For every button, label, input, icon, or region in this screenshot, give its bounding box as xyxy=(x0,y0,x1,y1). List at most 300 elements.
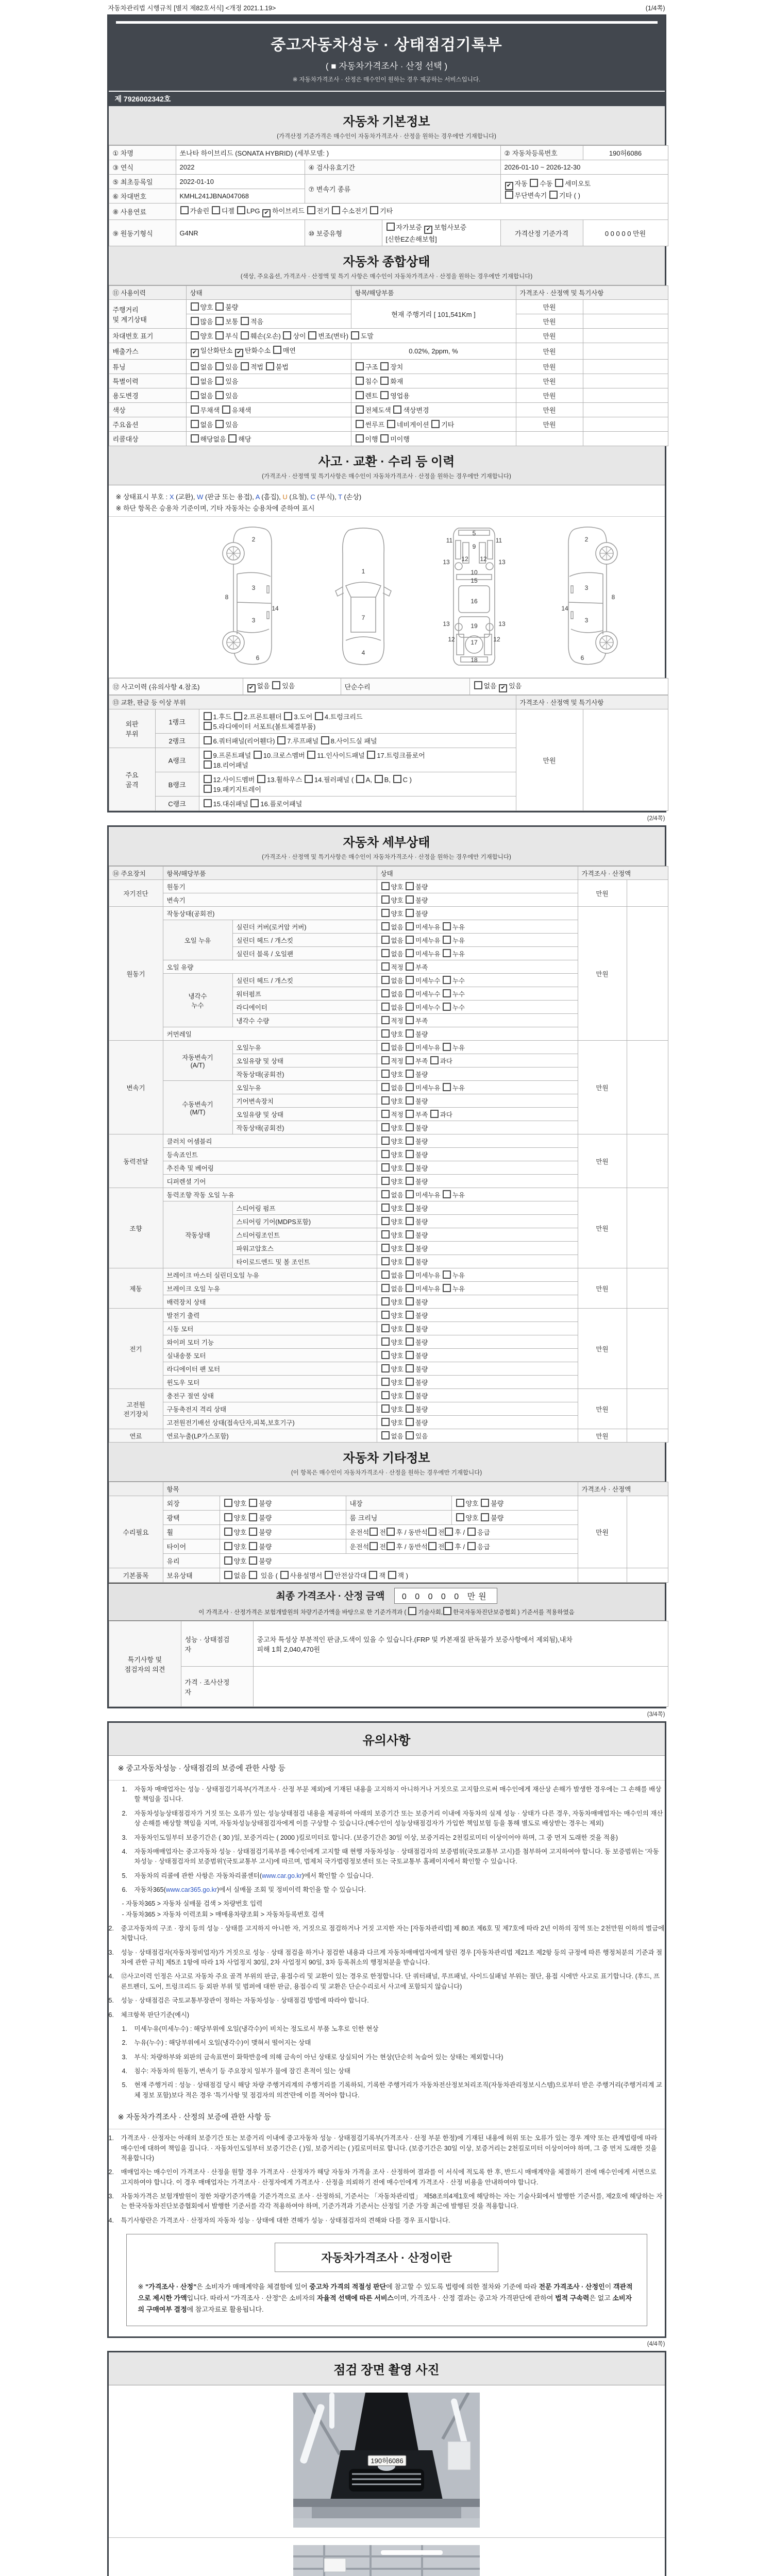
checkbox-unchecked[interactable] xyxy=(381,1364,390,1372)
checkbox-unchecked[interactable] xyxy=(283,331,291,340)
checkbox-unchecked[interactable] xyxy=(406,1123,414,1131)
note-text: 가격조사 · 산정자는 아래의 보증기간 또는 보증거리 이내에 중고자동차 성능 · 상태점검기록부(가격조사 · 산정 부분 한정)에 기재된 내용에 허위 또는 오류가 있는 경우 계약 또는 관계법령에 따라 매수인에 대하여 책임을 집니다. · 자동차인도일부터 보증기간은 ( )일, 보증거리는 ( )킬로미터로 합니다. (보증기간은 30일 이상, 보증거리는 2천킬로미터 이상이어야 하며, 그 중 먼저 도래한 것을 적용합니다) xyxy=(121,2134,658,2162)
checkbox-unchecked[interactable] xyxy=(332,206,340,214)
amount-cell: 만원 xyxy=(516,417,583,432)
checkbox-unchecked[interactable] xyxy=(249,1542,257,1550)
checkbox-unchecked[interactable] xyxy=(445,1528,453,1536)
checkbox-unchecked[interactable] xyxy=(315,712,323,720)
value-cell xyxy=(627,1496,668,1568)
checkbox-unchecked[interactable] xyxy=(191,434,199,443)
section-etc-header xyxy=(109,1443,665,1482)
checkbox-unchecked[interactable] xyxy=(406,1297,414,1306)
checkbox-checked[interactable]: ✔ xyxy=(262,209,271,217)
checkbox-unchecked[interactable] xyxy=(215,331,224,340)
checkbox-unchecked[interactable] xyxy=(406,922,414,930)
checkbox-unchecked[interactable] xyxy=(406,1391,414,1399)
checkbox-unchecked[interactable] xyxy=(234,712,242,720)
checkbox-unchecked[interactable] xyxy=(204,799,212,807)
value-cell: 침수 화재 xyxy=(351,374,516,388)
checkbox-unchecked[interactable] xyxy=(467,1528,476,1536)
checkbox-unchecked[interactable] xyxy=(272,681,280,689)
checkbox-unchecked[interactable] xyxy=(191,377,199,385)
title-stripe xyxy=(116,21,658,24)
checkbox-unchecked[interactable] xyxy=(204,712,212,720)
checkbox-unchecked[interactable] xyxy=(406,1070,414,1078)
checkbox-unchecked[interactable] xyxy=(387,420,395,428)
checkbox-unchecked[interactable] xyxy=(237,206,245,214)
checkbox-unchecked[interactable] xyxy=(381,1083,390,1091)
checkbox-unchecked[interactable] xyxy=(204,760,212,769)
final-price-bar xyxy=(109,1583,665,1621)
checkbox-unchecked[interactable] xyxy=(356,362,364,370)
checkbox-unchecked[interactable] xyxy=(406,1364,414,1372)
checkbox-unchecked[interactable] xyxy=(241,317,249,325)
value-cell: 0 0 0 0 0 만원 xyxy=(583,220,668,246)
amount-cell: 만원 xyxy=(516,374,583,388)
checkbox-unchecked[interactable] xyxy=(381,1123,390,1131)
note-text: 자동차성능상태점검자가 거짓 또는 오류가 있는 성능상태점검 내용을 제공하여 아래의 보증기간 또는 보증거리 이내에 자동차의 실제 성능 · 상태가 다른 경우, 자동차매매업자는 매수인의 재산상 손해를 배상할 책임을 지며, 자동차성능상태점검자에게 이를 구상할 수 있습니다.(매수인이 성능상태점검자가 가입한 책임보험 등을 통해 별도로 배상받는 경우는 제외) xyxy=(134,1809,663,1827)
checkbox-unchecked[interactable] xyxy=(204,722,212,730)
checkbox-unchecked[interactable] xyxy=(406,1418,414,1426)
checkbox-unchecked[interactable] xyxy=(224,1542,232,1550)
note-number: 3. xyxy=(108,2193,114,2200)
note-text: 성능 · 상태점검은 국토교통부장관이 정하는 자동차성능 · 상태점검 방법에 따라야 합니다. xyxy=(121,1997,369,2005)
checkbox-unchecked[interactable] xyxy=(249,1499,257,1507)
value-cell: 양호 불량 xyxy=(377,1349,578,1362)
checkbox-unchecked[interactable] xyxy=(381,1190,390,1198)
checkbox-checked[interactable]: ✔ xyxy=(247,684,256,692)
checkbox-unchecked[interactable] xyxy=(356,775,364,783)
amount-cell: 만원 xyxy=(516,329,583,343)
checkbox-unchecked[interactable] xyxy=(381,1043,390,1051)
checkbox-unchecked[interactable] xyxy=(241,331,249,340)
notes-section-title: ※ 중고자동차성능 · 상태점검의 보증에 관한 사항 등 xyxy=(109,1756,665,1781)
value-cell: 쏘나타 하이브리드 (SONATA HYBRID) (세부모델: ) xyxy=(176,146,500,160)
note-text: 자동차인도일부터 보증기간은 ( 30 )일, 보증거리는 ( 2000 )킬로미터로 합니다. (보증기간은 30일 이상, 보증거리는 2천킬로미터 이상이어야 하며, 그 중 먼저 도래한 것을 적용) xyxy=(134,1834,618,1841)
checkbox-unchecked[interactable] xyxy=(443,1270,451,1279)
checkbox-unchecked[interactable] xyxy=(406,949,414,957)
checkbox-unchecked[interactable] xyxy=(215,302,224,311)
panel-number-label: 15 xyxy=(470,577,478,584)
checkbox-unchecked[interactable] xyxy=(406,1150,414,1158)
value-cell: 양호 불량 xyxy=(377,1161,578,1175)
amount-cell: 만원 xyxy=(516,388,583,403)
checkbox-unchecked[interactable] xyxy=(381,1110,390,1118)
checkbox-unchecked[interactable] xyxy=(280,1571,289,1579)
checkbox-unchecked[interactable] xyxy=(443,949,451,957)
value-cell xyxy=(583,300,668,314)
checkbox-unchecked[interactable] xyxy=(406,989,414,997)
checkbox-unchecked[interactable] xyxy=(393,775,401,783)
label-cell: 라디에이터 xyxy=(232,1001,377,1014)
checkbox-unchecked[interactable] xyxy=(430,1056,439,1064)
checkbox-unchecked[interactable] xyxy=(381,1150,390,1158)
checkbox-unchecked[interactable] xyxy=(406,1083,414,1091)
checkbox-unchecked[interactable] xyxy=(380,377,389,385)
checkbox-unchecked[interactable] xyxy=(456,1499,464,1507)
checkbox-unchecked[interactable] xyxy=(406,962,414,971)
column-header: 가격조사 · 산정액 xyxy=(578,867,668,880)
checkbox-unchecked[interactable] xyxy=(406,1351,414,1359)
checkbox-unchecked[interactable] xyxy=(204,775,212,783)
note-item xyxy=(122,1809,665,1829)
checkbox-unchecked[interactable] xyxy=(430,1110,439,1118)
checkbox-unchecked[interactable] xyxy=(228,434,237,443)
checkbox-unchecked[interactable] xyxy=(204,785,212,793)
checkbox-unchecked[interactable] xyxy=(277,736,285,744)
checkbox-unchecked[interactable] xyxy=(381,1270,390,1279)
checkbox-unchecked[interactable] xyxy=(481,1513,489,1521)
label-cell: 성능 · 상태점검 자 xyxy=(181,1621,253,1667)
checkbox-unchecked[interactable] xyxy=(224,1528,232,1536)
checkbox-unchecked[interactable] xyxy=(257,775,265,783)
checkbox-unchecked[interactable] xyxy=(406,976,414,984)
panel-number-label: 2 xyxy=(584,536,589,543)
checkbox-unchecked[interactable] xyxy=(215,362,224,370)
checkbox-checked[interactable]: ✔ xyxy=(191,349,199,357)
value-cell xyxy=(578,1568,627,1583)
note-item xyxy=(122,2053,665,2062)
checkbox-unchecked[interactable] xyxy=(381,962,390,971)
value-cell xyxy=(627,1188,668,1268)
checkbox-unchecked[interactable] xyxy=(406,1378,414,1386)
value-cell: 적정 부족 xyxy=(377,1014,578,1027)
amount-cell: 만원 xyxy=(578,1134,627,1188)
note-text: 자동차의 리콜에 관한 사항은 자동차리콜센터(www.car.go.kr)에서 확인할 수 있습니다. xyxy=(134,1872,374,1879)
checkbox-unchecked[interactable] xyxy=(381,1003,390,1011)
note-item xyxy=(109,2216,665,2226)
checkbox-unchecked[interactable] xyxy=(381,1284,390,1292)
checkbox-unchecked[interactable] xyxy=(381,949,390,957)
value-cell: 렌트 영업용 xyxy=(351,388,516,403)
checkbox-unchecked[interactable] xyxy=(456,1513,464,1521)
checkbox-unchecked[interactable] xyxy=(381,895,390,904)
checkbox-unchecked[interactable] xyxy=(284,712,292,720)
notes-body xyxy=(109,1756,665,2226)
checkbox-unchecked[interactable] xyxy=(356,420,364,428)
checkbox-unchecked[interactable] xyxy=(249,1571,257,1579)
checkbox-unchecked[interactable] xyxy=(406,1270,414,1279)
checkbox-unchecked[interactable] xyxy=(224,1571,232,1579)
checkbox-unchecked[interactable] xyxy=(356,391,364,399)
note-text: 미세누유(미세누수) : 해당부위에 오일(냉각수)이 비치는 정도로서 부품 노후로 인한 현상 xyxy=(134,2025,379,2032)
note-item xyxy=(122,1885,665,1895)
checkbox-unchecked[interactable] xyxy=(505,191,513,199)
checkbox-unchecked[interactable] xyxy=(307,751,315,759)
label-cell: 룸 크리닝 xyxy=(346,1511,451,1525)
checkbox-unchecked[interactable] xyxy=(380,362,389,370)
checkbox-unchecked[interactable] xyxy=(254,751,262,759)
checkbox-unchecked[interactable] xyxy=(356,434,364,443)
checkbox-unchecked[interactable] xyxy=(445,1542,453,1550)
checkbox-unchecked[interactable] xyxy=(381,1070,390,1078)
final-price-label: 최종 가격조사 · 산정 금액 xyxy=(276,1591,385,1602)
checkbox-unchecked[interactable] xyxy=(224,1499,232,1507)
value-cell: 없음 있음 적법 불법 xyxy=(186,360,351,374)
checkbox-unchecked[interactable] xyxy=(381,1418,390,1426)
checkbox-unchecked[interactable] xyxy=(381,1257,390,1265)
checkbox-unchecked[interactable] xyxy=(443,1003,451,1011)
checkbox-unchecked[interactable] xyxy=(406,1029,414,1038)
checkbox-unchecked[interactable] xyxy=(381,1096,390,1105)
amount-cell: 만원 xyxy=(516,314,583,329)
label-cell: 추진축 및 베어링 xyxy=(163,1161,377,1175)
price-box-body: ※ "가격조사 · 산정"은 소비자가 매매계약을 체결함에 있어 중고차 가격의 적절성 판단에 참고할 수 있도록 법령에 의한 절차와 기준에 따라 전문 가격조사 · 산정인이 객관적으로 제시한 가액입니다. 따라서 "가격조사 · 산정"은 소비자의 자율적 선택에 따른 서비스이며, 가격조사 · 산정 결과는 중고차 가격판단에 관하여 법적 구속력은 없고 소비자의 구매여부 결정에 참고자료로 활용됩니다. xyxy=(138,2283,633,2314)
value-cell: 양호 불량 xyxy=(377,1148,578,1161)
checkbox-unchecked[interactable] xyxy=(386,1528,395,1536)
checkbox-unchecked[interactable] xyxy=(406,1137,414,1145)
checkbox-unchecked[interactable] xyxy=(386,1542,395,1550)
panel-number-label: 12 xyxy=(448,636,455,643)
checkbox-unchecked[interactable] xyxy=(406,1284,414,1292)
checkbox-unchecked[interactable] xyxy=(406,1003,414,1011)
checkbox-unchecked[interactable] xyxy=(381,936,390,944)
checkbox-unchecked[interactable] xyxy=(191,391,199,399)
amount-cell: 만원 xyxy=(516,360,583,374)
checkbox-unchecked[interactable] xyxy=(273,346,281,354)
checkbox-unchecked[interactable] xyxy=(381,1217,390,1225)
value-cell: 이행 미이행 xyxy=(351,432,516,446)
value-cell: 적정 부족 과다 xyxy=(377,1108,578,1121)
value-cell: 양호 불량 xyxy=(377,1335,578,1349)
checkbox-unchecked[interactable] xyxy=(381,989,390,997)
checkbox-unchecked[interactable] xyxy=(215,317,224,325)
checkbox-unchecked[interactable] xyxy=(549,191,558,199)
checkbox-unchecked[interactable] xyxy=(249,1528,257,1536)
checkbox-unchecked[interactable] xyxy=(224,1513,232,1521)
checkbox-unchecked[interactable] xyxy=(367,751,375,759)
checkbox-checked[interactable]: ✔ xyxy=(235,349,243,357)
panel-number-label: 6 xyxy=(256,654,260,662)
checkbox-unchecked[interactable] xyxy=(443,1607,451,1615)
checkbox-unchecked[interactable] xyxy=(406,1217,414,1225)
value-cell: 없음 미세누유 누유 xyxy=(377,1188,578,1201)
checkbox-unchecked[interactable] xyxy=(204,751,212,759)
value-cell: 1.후드 2.프론트휀더 3.도어 4.트렁크리드 5.라디에이터 서포트(볼트체결부품) xyxy=(199,709,516,734)
checkbox-unchecked[interactable] xyxy=(428,1528,436,1536)
amount-cell: 만원 xyxy=(578,1041,627,1134)
checkbox-unchecked[interactable] xyxy=(406,1016,414,1024)
checkbox-unchecked[interactable] xyxy=(406,909,414,917)
checkbox-unchecked[interactable] xyxy=(370,206,378,214)
value-cell: 많음 보통 적음 xyxy=(186,314,351,329)
notes-section-title: ※ 자동차가격조사 · 산정의 보증에 관한 사항 등 xyxy=(109,2105,665,2129)
checkbox-unchecked[interactable] xyxy=(381,1230,390,1239)
value-cell: 양호 불량 xyxy=(220,1539,346,1554)
label-cell: 디퍼렌셜 기어 xyxy=(163,1175,377,1188)
checkbox-unchecked[interactable] xyxy=(406,882,414,890)
value-cell: 양호 불량 xyxy=(377,1215,578,1228)
checkbox-unchecked[interactable] xyxy=(249,1556,257,1565)
value-cell xyxy=(583,314,668,329)
checkbox-unchecked[interactable] xyxy=(406,1096,414,1105)
checkbox-unchecked[interactable] xyxy=(369,1528,378,1536)
checkbox-unchecked[interactable] xyxy=(191,302,199,311)
checkbox-unchecked[interactable] xyxy=(381,1337,390,1346)
checkbox-unchecked[interactable] xyxy=(305,775,313,783)
checkbox-unchecked[interactable] xyxy=(428,1542,436,1550)
checkbox-unchecked[interactable] xyxy=(381,1324,390,1332)
note-text: ⑫사고이력 인정은 사고로 자동차 주요 골격 부위의 판금, 용접수리 및 교환이 있는 경우로 한정합니다. 단 쿼터패널, 루프패널, 사이드실패널 부위는 절단, 용접 시에만 사고로 표기합니다. (후드, 프론트펜더, 도어, 트렁크리드 등 외판 부위 및 범퍼에 대한 판금, 용접수리 및 교환은 단순수리로서 사고에 포함되지 않습니다) xyxy=(121,1973,660,1990)
checkbox-checked[interactable]: ✔ xyxy=(499,684,507,692)
checkbox-unchecked[interactable] xyxy=(443,976,451,984)
checkbox-unchecked[interactable] xyxy=(443,922,451,930)
checkbox-unchecked[interactable] xyxy=(356,405,364,414)
checkbox-unchecked[interactable] xyxy=(406,1311,414,1319)
note-item xyxy=(122,1871,665,1881)
value-cell: 가솔린 디젤 LPG ✔ 하이브리드 전기 수소전기 기타 xyxy=(176,204,668,220)
checkbox-unchecked[interactable] xyxy=(408,1607,416,1615)
note-number: 5. xyxy=(122,1872,127,1879)
page-3 xyxy=(107,1721,666,2338)
value-cell: 15.대쉬패널 16.플로어패널 xyxy=(199,796,516,811)
checkbox-unchecked[interactable] xyxy=(393,405,401,414)
checkbox-unchecked[interactable] xyxy=(222,405,230,414)
panel-number-label: 16 xyxy=(470,598,478,605)
checkbox-unchecked[interactable] xyxy=(381,1163,390,1172)
checkbox-unchecked[interactable] xyxy=(555,179,563,187)
value-cell: 없음 있음 ( 사용설명서 안전삼각대 잭 잭 ) xyxy=(220,1568,578,1583)
checkbox-unchecked[interactable] xyxy=(381,1431,390,1439)
checkbox-unchecked[interactable] xyxy=(467,1542,476,1550)
checkbox-unchecked[interactable] xyxy=(381,1351,390,1359)
checkbox-unchecked[interactable] xyxy=(204,736,212,744)
checkbox-unchecked[interactable] xyxy=(249,1513,257,1521)
panel-rank-table xyxy=(109,695,665,811)
amount-cell: 만원 xyxy=(578,1268,627,1309)
value-cell: 해당없음 해당 xyxy=(186,432,351,446)
checkbox-unchecked[interactable] xyxy=(381,1244,390,1252)
checkbox-unchecked[interactable] xyxy=(406,895,414,904)
note-item xyxy=(109,1996,665,2006)
checkbox-unchecked[interactable] xyxy=(406,1431,414,1439)
checkbox-unchecked[interactable] xyxy=(406,1404,414,1413)
section-basic-header xyxy=(109,106,665,145)
checkbox-unchecked[interactable] xyxy=(215,377,224,385)
panel-number-label: 12 xyxy=(480,555,487,563)
checkbox-unchecked[interactable] xyxy=(443,989,451,997)
checkbox-unchecked[interactable] xyxy=(406,1177,414,1185)
checkbox-unchecked[interactable] xyxy=(381,1297,390,1306)
checkbox-unchecked[interactable] xyxy=(443,1043,451,1051)
checkbox-unchecked[interactable] xyxy=(406,1257,414,1265)
checkbox-unchecked[interactable] xyxy=(191,362,199,370)
checkbox-unchecked[interactable] xyxy=(307,206,315,214)
checkbox-unchecked[interactable] xyxy=(180,206,189,214)
checkbox-unchecked[interactable] xyxy=(406,1190,414,1198)
label-cell: 고전원 전기장치 xyxy=(109,1389,163,1429)
checkbox-unchecked[interactable] xyxy=(443,936,451,944)
checkbox-unchecked[interactable] xyxy=(381,1311,390,1319)
price-definition-box xyxy=(126,2234,647,2326)
value-cell: ✔ 일산화탄소 ✔ 탄화수소 매연 xyxy=(186,343,351,360)
checkbox-unchecked[interactable] xyxy=(406,1244,414,1252)
checkbox-unchecked[interactable] xyxy=(381,1177,390,1185)
checkbox-unchecked[interactable] xyxy=(443,1190,451,1198)
page-1 xyxy=(107,14,666,812)
checkbox-unchecked[interactable] xyxy=(406,1324,414,1332)
checkbox-unchecked[interactable] xyxy=(406,1163,414,1172)
value-cell: 양호 불량 xyxy=(377,893,578,907)
label-cell: 수리필요 xyxy=(109,1496,163,1568)
value-cell: KMHL241JBNA047068 xyxy=(176,189,305,204)
checkbox-unchecked[interactable] xyxy=(406,1337,414,1346)
checkbox-unchecked[interactable] xyxy=(406,936,414,944)
panel-number-label: 11 xyxy=(446,537,453,544)
checkbox-unchecked[interactable] xyxy=(191,331,199,340)
checkbox-unchecked[interactable] xyxy=(481,1499,489,1507)
checkbox-unchecked[interactable] xyxy=(381,922,390,930)
checkbox-unchecked[interactable] xyxy=(308,331,316,340)
checkbox-checked[interactable]: ✔ xyxy=(505,182,513,190)
checkbox-unchecked[interactable] xyxy=(381,1204,390,1212)
checkbox-unchecked[interactable] xyxy=(386,223,395,231)
checkbox-unchecked[interactable] xyxy=(381,976,390,984)
checkbox-unchecked[interactable] xyxy=(381,909,390,917)
checkbox-unchecked[interactable] xyxy=(356,377,364,385)
checkbox-unchecked[interactable] xyxy=(381,1029,390,1038)
checkbox-unchecked[interactable] xyxy=(406,1204,414,1212)
value-cell: G4NR xyxy=(176,220,305,246)
checkbox-unchecked[interactable] xyxy=(321,736,329,744)
checkbox-unchecked[interactable] xyxy=(241,362,249,370)
checkbox-unchecked[interactable] xyxy=(381,882,390,890)
checkbox-unchecked[interactable] xyxy=(381,1137,390,1145)
checkbox-unchecked[interactable] xyxy=(191,317,199,325)
value-cell: 전체도색 색상변경 xyxy=(351,403,516,417)
checkbox-unchecked[interactable] xyxy=(215,420,224,428)
label-cell: 차대번호 표기 xyxy=(109,329,186,343)
checkbox-unchecked[interactable] xyxy=(380,434,389,443)
checkbox-unchecked[interactable] xyxy=(406,1230,414,1239)
checkbox-unchecked[interactable] xyxy=(215,391,224,399)
value-cell: 양호 불량 xyxy=(220,1496,346,1511)
checkbox-unchecked[interactable] xyxy=(369,1571,377,1579)
checkbox-unchecked[interactable] xyxy=(388,1571,396,1579)
checkbox-unchecked[interactable] xyxy=(431,420,440,428)
checkbox-unchecked[interactable] xyxy=(212,206,220,214)
checkbox-unchecked[interactable] xyxy=(530,179,538,187)
checkbox-checked[interactable]: ✔ xyxy=(424,226,432,234)
checkbox-unchecked[interactable] xyxy=(381,1378,390,1386)
checkbox-unchecked[interactable] xyxy=(406,1110,414,1118)
checkbox-unchecked[interactable] xyxy=(381,1404,390,1413)
checkbox-unchecked[interactable] xyxy=(381,1056,390,1064)
checkbox-unchecked[interactable] xyxy=(406,1043,414,1051)
checkbox-unchecked[interactable] xyxy=(474,681,482,689)
checkbox-unchecked[interactable] xyxy=(381,1391,390,1399)
checkbox-unchecked[interactable] xyxy=(443,1284,451,1292)
checkbox-unchecked[interactable] xyxy=(406,1056,414,1064)
checkbox-unchecked[interactable] xyxy=(266,362,274,370)
checkbox-unchecked[interactable] xyxy=(351,331,359,340)
checkbox-unchecked[interactable] xyxy=(380,391,389,399)
label-cell: 색상 xyxy=(109,403,186,417)
checkbox-unchecked[interactable] xyxy=(375,775,383,783)
checkbox-unchecked[interactable] xyxy=(224,1556,232,1565)
value-cell: 양호 불량 xyxy=(377,1295,578,1309)
checkbox-unchecked[interactable] xyxy=(191,420,199,428)
panel-number-label: 8 xyxy=(225,594,229,601)
checkbox-unchecked[interactable] xyxy=(191,405,199,414)
checkbox-unchecked[interactable] xyxy=(369,1542,378,1550)
note-item xyxy=(122,2080,665,2100)
checkbox-unchecked[interactable] xyxy=(443,1083,451,1091)
value-cell: 12.사이드멤버 13.휠하우스 14.필러패널 ( A, B, C ) 19.패키지트레이 xyxy=(199,772,516,796)
checkbox-unchecked[interactable] xyxy=(381,1016,390,1024)
checkbox-unchecked[interactable] xyxy=(325,1571,333,1579)
checkbox-unchecked[interactable] xyxy=(250,799,259,807)
